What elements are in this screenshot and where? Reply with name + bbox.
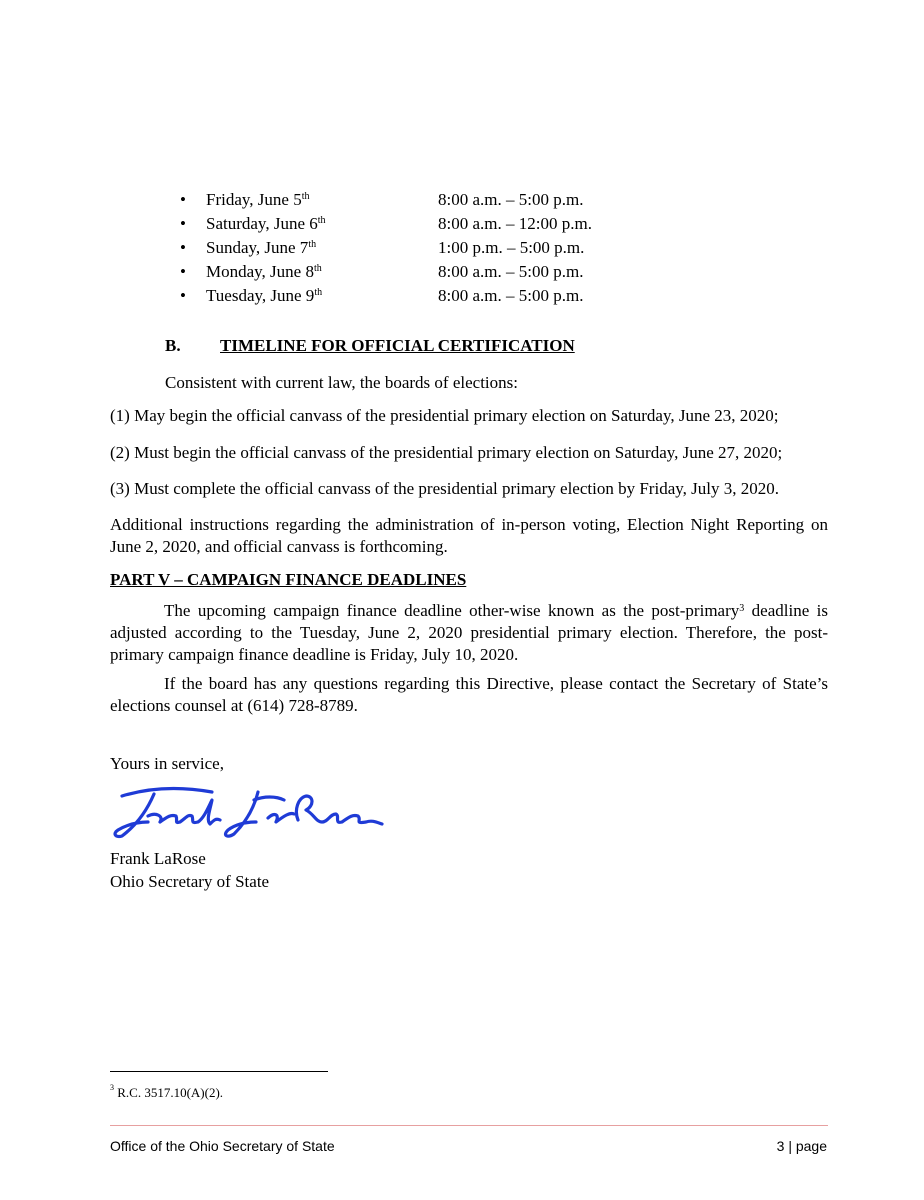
- footer-office: Office of the Ohio Secretary of State: [110, 1138, 335, 1154]
- list-item: [176, 188, 736, 212]
- section-b-additional: Additional instructions regarding the administration of in-person voting, Election Night Reporting on June 2, 2020, and official canvass is forthcoming.: [110, 515, 828, 556]
- bullet-icon: •: [180, 214, 186, 233]
- footnote: $^3$ R.C. 3517.10(A)(2).: [110, 1083, 224, 1100]
- time-range: 8:00 a.m. – 5:00 p.m.: [438, 190, 584, 209]
- section-b-letter: B.: [165, 336, 181, 355]
- section-b-intro: Consistent with current law, the boards of elections:: [165, 373, 518, 392]
- hours-list: [176, 188, 736, 308]
- day-label: Sunday, June 7th: [206, 238, 317, 257]
- salutation: Yours in service,: [110, 754, 224, 773]
- list-item: [176, 260, 736, 284]
- section-b-item-2: (2) Must begin the official canvass of the presidential primary election on Saturday, June 27, 2020;: [110, 443, 783, 462]
- list-item: [176, 236, 736, 260]
- signer-name: Frank LaRose: [110, 849, 206, 868]
- list-item: [176, 284, 736, 308]
- page-number: 3 | page: [776, 1138, 827, 1154]
- list-item: [176, 212, 736, 236]
- footnote-ref: 3: [739, 603, 745, 614]
- signer-title: Ohio Secretary of State: [110, 872, 270, 891]
- bullet-icon: •: [180, 286, 186, 305]
- part-v-paragraph-1: The upcoming campaign finance deadline other-wise known as the post-primary$^3$ deadline is adjusted according to the Tuesday, June 2, 2020 presidential primary election. Therefore, the post-primary campaign finance deadline is Friday, July 10, 2020.: [110, 601, 828, 664]
- footnote-divider: [110, 1071, 328, 1072]
- part-v-heading: PART V – CAMPAIGN FINANCE DEADLINES: [110, 570, 467, 589]
- time-range: 8:00 a.m. – 5:00 p.m.: [438, 286, 584, 305]
- section-b-item-3: (3) Must complete the official canvass of the presidential primary election by Friday, July 3, 2020.: [110, 479, 779, 498]
- section-b-title: TIMELINE FOR OFFICIAL CERTIFICATION: [220, 336, 575, 355]
- time-range: 1:00 p.m. – 5:00 p.m.: [438, 238, 585, 257]
- day-label: Monday, June 8th: [206, 262, 322, 281]
- day-label: Friday, June 5th: [206, 190, 310, 209]
- day-label: Saturday, June 6th: [206, 214, 326, 233]
- footer-divider: [110, 1125, 828, 1126]
- section-b-item-1: (1) May begin the official canvass of the presidential primary election on Saturday, June 23, 2020;: [110, 406, 779, 425]
- bullet-icon: •: [180, 262, 186, 281]
- bullet-icon: •: [180, 190, 186, 209]
- time-range: 8:00 a.m. – 5:00 p.m.: [438, 262, 584, 281]
- day-label: Tuesday, June 9th: [206, 286, 323, 305]
- bullet-icon: •: [180, 238, 186, 257]
- signature: [108, 782, 388, 844]
- time-range: 8:00 a.m. – 12:00 p.m.: [438, 214, 592, 233]
- part-v-paragraph-2: If the board has any questions regarding this Directive, please contact the Secretary of State’s elections counsel at (614) 728-8789.: [110, 674, 828, 715]
